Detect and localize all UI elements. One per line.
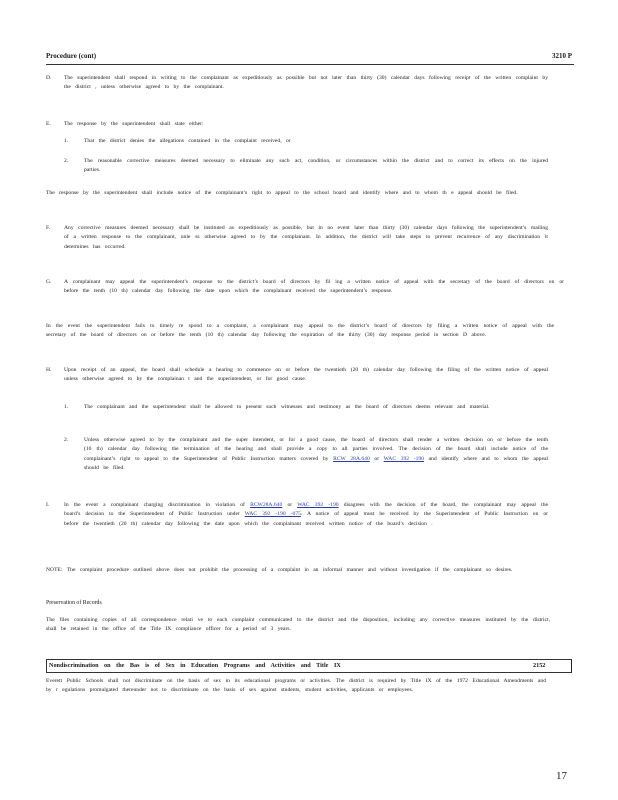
section-e-text: The response by the superintendent shall state either: (64, 121, 204, 127)
note-paragraph: NOTE: The complaint procedure outlined above does not prohibit the processing of a complaint in an informal manner and without investigation if the complainant so desires. (46, 567, 513, 573)
section-e-label: E. (46, 121, 51, 127)
policy-code: 3210 P (551, 52, 572, 60)
section-h-item-1-label: 1. (64, 404, 69, 410)
preservation-text: The files containing copies of all correspondence relati ve to each complaint communicated to the district and the disposition, including any corrective measures instituted by the district, shall be retained in the office of the Title IX compliance officer for a period of 3 years. (46, 617, 550, 633)
section-h-item-2-text: Unless otherwise agreed to by the complainant and the super intendent, or for a good cause, the board of directors shall render a written decision on or before the tenth (10 th) calendar day following the termination of the hearing and shall provide a copy to all parties involved. The decision of the board shall include notice of the complainant’s right to appeal to the Superintendent of Public Instruction matters covered by RCW 28A.640 or WAC 392 -190 and identify where and to whom the appeal should be filed. (84, 437, 548, 472)
nondiscrimination-text: Everett Public Schools shall not discriminate on the basis of sex in its educational programs or activities. The district is required by Title IX of the 1972 Educational Amendments and by r egulations promulgated thereunder not to discriminate on the basis of sex against students, student activities, applicants or employees. (46, 678, 546, 694)
header-rule (46, 64, 574, 65)
section-g-label: G. (46, 279, 52, 285)
section-i-label: I. (46, 502, 50, 508)
section-g-text: A complainant may appeal the superintendent’s response to the district’s board of directors by fil ing a written notice of appeal with the secretary of the board of directors on or before the tenth (10 th) calendar day following the date upon which the complainant received the superintendent’s response. (64, 279, 564, 295)
section-d-label: D. (46, 75, 52, 81)
rcw-link[interactable]: RCW28A.640 (250, 502, 283, 508)
nondiscrimination-heading-box (46, 659, 572, 673)
section-f-label: F. (46, 225, 51, 231)
page-header (46, 52, 572, 64)
wac-link[interactable]: WAC 392 -190 (297, 502, 339, 508)
section-f-text: Any corrective measures deemed necessary shall be instituted as expeditiously as possible, but in no event later than thirty (30) calendar days following the superintendent’s mailing of a written response to the complainant, unle ss otherwise agreed to by the complainant. In addition, the district will take steps to prevent recurrence of any discrimination it determines has occurred. (64, 225, 548, 250)
procedure-title: Procedure (cont) (46, 52, 97, 60)
response-paragraph: The response by the superintendent shall include notice of the complainant’s right to appeal to the school board and identify where and to whom th e appeal should be filed. (46, 190, 518, 196)
section-h-label: H. (46, 367, 52, 373)
preservation-heading: Preservation of Records (46, 600, 102, 606)
section-e-item-1-text: That the district denies the allegations contained in the complaint received, or (84, 138, 291, 144)
section-i-text: In the event a complainant charging discrimination in violation of RCW28A.640 or WAC 392 -190 disagrees with the decision of the board, the complainant may appeal the board’s decision to the Superintendent of Public Instruction under WAC 392 -190 -075. A notice of appeal must be received by the Superintendent of Public Instruction on or before the twentieth (20 th) calendar day following the date upon which the complainant received written notice of the board’s decision . (64, 502, 548, 527)
section-h-item-2-label: 2. (64, 437, 69, 443)
event-paragraph: In the event the superintendent fails to timely re spond to a complaint, a complainant may appeal to the district’s board of directors by filing a written notice of appeal with the secretary of the board of directors on or before the tenth (10 th) calendar day following the expiration of the thirty (30) day response period in section D above. (46, 323, 554, 339)
section-h-item-1-text: The complainant and the superintendent shall be allowed to present such witnesses and testimony as the board of directors deems relevant and material. (84, 404, 490, 410)
section-h-text: Upon receipt of an appeal, the board shall schedule a hearing to commence on or before the twentieth (20 th) calendar day following the filing of the written notice of appeal unless otherwise agreed to by the complainan t and the superintendent, or for good cause. (64, 367, 548, 383)
nondiscrimination-title: Nondiscrimination on the Bas is of Sex in Education Programs and Activities and Title IX (49, 662, 341, 669)
wac-link[interactable]: WAC 392 -190 (383, 455, 424, 462)
section-d-text: The superintendent shall respond in writing to the complainant as expeditiously as possible but not later than thirty (30) calendar days following receipt of the written complaint by the district , unless otherwise agreed to by the complainant. (64, 75, 548, 91)
section-e-item-2-text: The reasonable corrective measures deemed necessary to eliminate any such act, condition, or circumstances within the district and to correct its effects on the injured parties. (84, 158, 548, 174)
nondiscrimination-code: 2152 (533, 662, 546, 669)
section-e-item-2-label: 2. (64, 158, 69, 164)
page-number: 17 (556, 770, 567, 782)
wac-075-link[interactable]: WAC 392 -190 -075 (244, 511, 301, 518)
section-e-item-1-label: 1. (64, 138, 69, 144)
rcw-link[interactable]: RCW 28A.640 (333, 455, 370, 462)
